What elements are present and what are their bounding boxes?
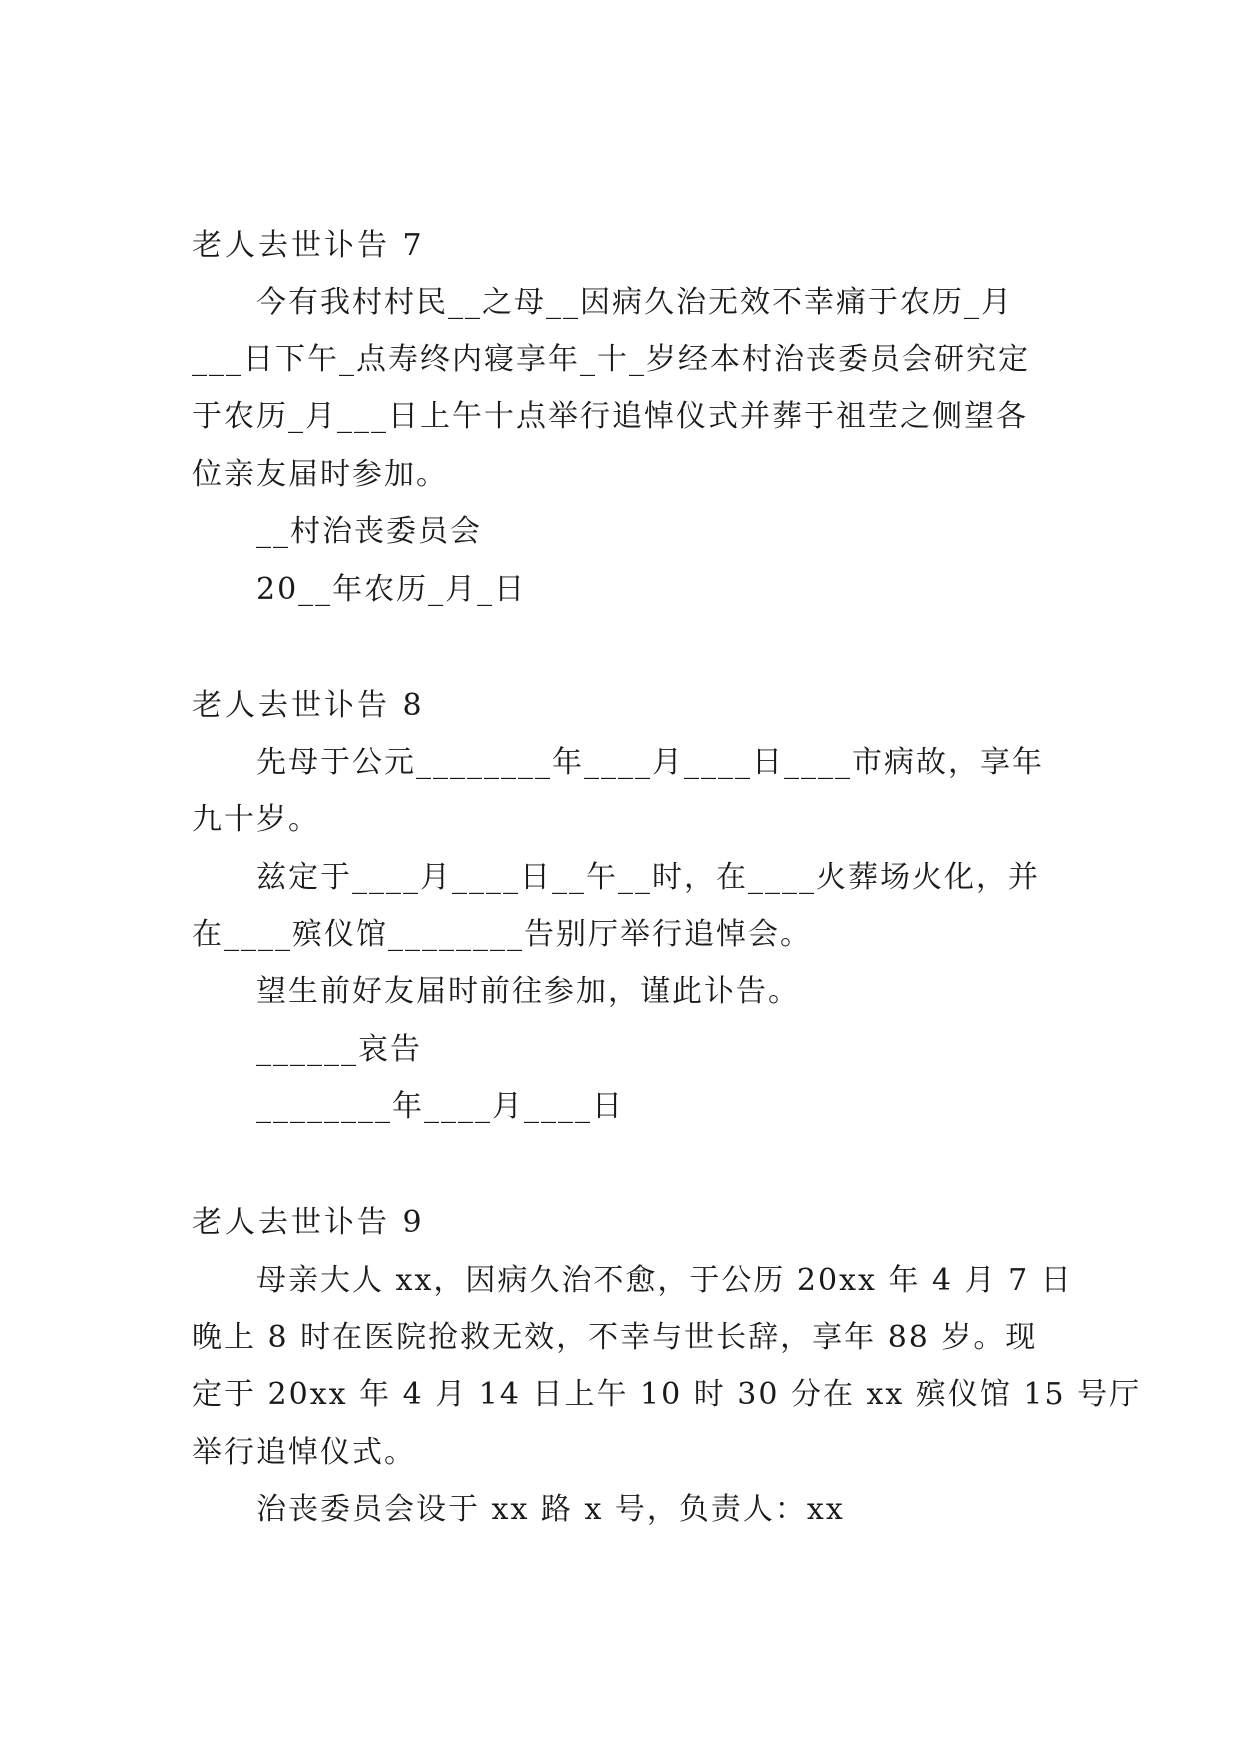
section-7-paragraph-line: ___日下午_点寿终内寝享年_十_岁经本村治丧委员会研究定	[192, 342, 1030, 377]
section-7-title: 老人去世讣告 7	[192, 228, 425, 263]
section-9-paragraph-line: 举行追悼仪式。	[192, 1435, 416, 1470]
section-9-paragraph-line: 晚上 8 时在医院抢救无效，不幸与世长辞，享年 88 岁。现	[192, 1320, 1038, 1355]
section-8-paragraph-line: 兹定于____月____日__午__时，在____火葬场火化，并	[256, 860, 1040, 895]
section-9-paragraph-line: 治丧委员会设于 xx 路 x 号，负责人：xx	[256, 1492, 845, 1527]
section-9-title: 老人去世讣告 9	[192, 1205, 425, 1240]
section-7-paragraph-line: 位亲友届时参加。	[192, 457, 448, 492]
section-9-paragraph-line: 定于 20xx 年 4 月 14 日上午 10 时 30 分在 xx 殡仪馆 15 号厅	[192, 1377, 1142, 1412]
section-8-paragraph-line: 九十岁。	[192, 802, 320, 837]
section-8-paragraph-line: 先母于公元________年____月____日____市病故，享年	[256, 745, 1044, 780]
section-8-paragraph-line: 望生前好友届时前往参加，谨此讣告。	[256, 974, 800, 1009]
section-8-signature: ______哀告	[256, 1032, 422, 1067]
section-7-paragraph-line: 今有我村村民__之母__因病久治无效不幸痛于农历_月	[256, 285, 1013, 320]
section-7-date: 20__年农历_月_日	[256, 572, 527, 607]
section-9-paragraph-line: 母亲大人 xx，因病久治不愈，于公历 20xx 年 4 月 7 日	[256, 1263, 1073, 1298]
section-7-signature: __村治丧委员会	[256, 514, 482, 549]
section-8-title: 老人去世讣告 8	[192, 688, 425, 723]
section-7-paragraph-line: 于农历_月___日上午十点举行追悼仪式并葬于祖茔之侧望各	[192, 399, 1028, 434]
section-8-paragraph-line: 在____殡仪馆________告别厅举行追悼会。	[192, 917, 812, 952]
section-8-date: ________年____月____日	[256, 1089, 624, 1124]
